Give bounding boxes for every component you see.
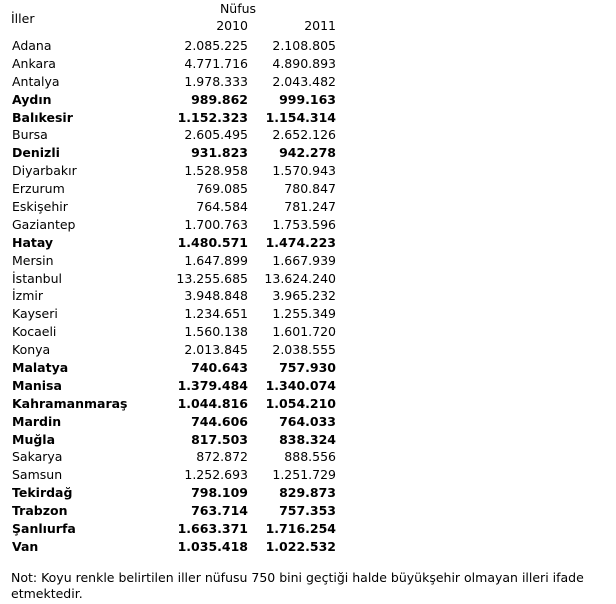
- population-2011: 2.652.126: [272, 127, 336, 143]
- population-2011: 1.251.729: [272, 467, 336, 483]
- city-name: Balıkesir: [12, 109, 73, 125]
- population-2011: 2.038.555: [272, 342, 336, 358]
- table-row: [0, 73, 616, 91]
- population-2011: 2.108.805: [272, 38, 336, 53]
- city-name: Antalya: [12, 73, 60, 89]
- population-2010: 2.605.495: [184, 127, 248, 143]
- population-2011: 1.022.532: [265, 538, 336, 554]
- table-row: [0, 466, 616, 484]
- city-name: İzmir: [12, 288, 44, 304]
- population-2010: 769.085: [196, 181, 248, 197]
- table-row: [0, 484, 616, 502]
- table-row: [0, 448, 616, 466]
- city-name: İstanbul: [12, 270, 63, 286]
- population-2010: 1.234.651: [184, 306, 248, 322]
- population-2010: 13.255.685: [176, 270, 248, 286]
- city-name: Adana: [12, 38, 52, 53]
- population-2010: 989.862: [191, 91, 248, 107]
- header-year-2011: 2011: [304, 18, 336, 33]
- city-name: Trabzon: [12, 503, 68, 519]
- population-2011: 1.570.943: [272, 163, 336, 179]
- table-row: [0, 216, 616, 234]
- population-2010: 4.771.716: [184, 55, 248, 71]
- population-2011: 2.043.482: [272, 73, 336, 89]
- header-city-column: İller: [11, 11, 35, 26]
- population-2011: 764.033: [279, 413, 336, 429]
- city-name: Kayseri: [12, 306, 58, 322]
- table-row: [0, 538, 616, 556]
- table-row: [0, 234, 616, 252]
- table-row: [0, 126, 616, 144]
- city-name: Mersin: [12, 252, 54, 268]
- table-row: [0, 502, 616, 520]
- city-name: Diyarbakır: [12, 163, 77, 179]
- population-2010: 1.663.371: [177, 521, 248, 537]
- table-row: [0, 413, 616, 431]
- population-2010: 1.035.418: [177, 538, 248, 554]
- population-2010: 1.528.958: [184, 163, 248, 179]
- city-name: Konya: [12, 342, 51, 358]
- city-name: Sakarya: [12, 449, 63, 465]
- table-row: [0, 270, 616, 288]
- city-name: Manisa: [12, 377, 62, 393]
- population-2010: 2.085.225: [184, 38, 248, 53]
- table-row: [0, 359, 616, 377]
- city-name: Bursa: [12, 127, 48, 143]
- table-row: [0, 198, 616, 216]
- table-row: [0, 395, 616, 413]
- header-year-2010: 2010: [216, 18, 248, 33]
- population-2011: 1.601.720: [272, 324, 336, 340]
- city-name: Kahramanmaraş: [12, 395, 128, 411]
- population-2011: 999.163: [279, 91, 336, 107]
- city-name: Malatya: [12, 360, 69, 376]
- population-2010: 798.109: [191, 485, 248, 501]
- population-2010: 1.152.323: [177, 109, 248, 125]
- population-2010: 1.480.571: [177, 234, 248, 250]
- table-row: [0, 323, 616, 341]
- table-row: [0, 144, 616, 162]
- city-name: Aydın: [12, 91, 52, 107]
- table-row: [0, 377, 616, 395]
- population-2010: 1.978.333: [184, 73, 248, 89]
- city-name: Van: [12, 538, 39, 554]
- population-2010: 1.560.138: [184, 324, 248, 340]
- table-row: [0, 109, 616, 127]
- population-2011: 13.624.240: [264, 270, 336, 286]
- population-2011: 1.154.314: [265, 109, 336, 125]
- population-2011: 1.255.349: [272, 306, 336, 322]
- city-name: Denizli: [12, 145, 60, 161]
- population-2010: 2.013.845: [184, 342, 248, 358]
- population-2011: 780.847: [284, 181, 336, 197]
- population-2010: 744.606: [191, 413, 248, 429]
- population-2011: 829.873: [279, 485, 336, 501]
- population-2011: 757.930: [279, 360, 336, 376]
- population-2011: 1.054.210: [265, 395, 336, 411]
- population-2011: 781.247: [284, 199, 336, 215]
- population-2010: 764.584: [196, 199, 248, 215]
- population-2010: 1.252.693: [184, 467, 248, 483]
- city-name: Şanlıurfa: [12, 521, 76, 537]
- population-2011: 4.890.893: [272, 55, 336, 71]
- population-2011: 1.716.254: [265, 521, 336, 537]
- population-2011: 1.474.223: [265, 234, 336, 250]
- population-2011: 1.753.596: [272, 216, 336, 232]
- population-table-body: [0, 37, 616, 556]
- population-2010: 931.823: [191, 145, 248, 161]
- city-name: Muğla: [12, 431, 56, 447]
- population-2011: 1.340.074: [265, 377, 336, 393]
- population-2011: 888.556: [284, 449, 336, 465]
- population-2010: 1.379.484: [177, 377, 248, 393]
- table-row: [0, 305, 616, 323]
- population-2011: 1.667.939: [272, 252, 336, 268]
- population-2010: 1.700.763: [184, 216, 248, 232]
- city-name: Samsun: [12, 467, 63, 483]
- table-row: [0, 37, 616, 55]
- table-row: [0, 341, 616, 359]
- city-name: Mardin: [12, 413, 62, 429]
- population-2010: 872.872: [196, 449, 248, 465]
- table-row: [0, 162, 616, 180]
- city-name: Gaziantep: [12, 216, 76, 232]
- population-2010: 763.714: [191, 503, 248, 519]
- population-2010: 1.647.899: [184, 252, 248, 268]
- population-2011: 838.324: [279, 431, 336, 447]
- table-row: [0, 91, 616, 109]
- population-2011: 757.353: [279, 503, 336, 519]
- header-population-group: Nüfus: [219, 1, 257, 16]
- population-2010: 1.044.816: [177, 395, 248, 411]
- table-row: [0, 252, 616, 270]
- population-2010: 740.643: [191, 360, 248, 376]
- city-name: Kocaeli: [12, 324, 57, 340]
- city-name: Ankara: [12, 55, 56, 71]
- city-name: Tekirdağ: [12, 485, 73, 501]
- city-name: Erzurum: [12, 181, 65, 197]
- city-name: Hatay: [12, 234, 54, 250]
- city-name: Eskişehir: [12, 199, 68, 215]
- table-row: [0, 55, 616, 73]
- population-2011: 942.278: [279, 145, 336, 161]
- population-2011: 3.965.232: [272, 288, 336, 304]
- table-row: [0, 287, 616, 305]
- footnote: Not: Koyu renkle belirtilen iller nüfusu 750 bini geçtiği halde büyükşehir olmayan illeri ifade etmektedir.: [11, 570, 584, 601]
- population-2010: 3.948.848: [184, 288, 248, 304]
- table-row: [0, 520, 616, 538]
- table-row: [0, 431, 616, 449]
- table-row: [0, 180, 616, 198]
- population-2010: 817.503: [191, 431, 248, 447]
